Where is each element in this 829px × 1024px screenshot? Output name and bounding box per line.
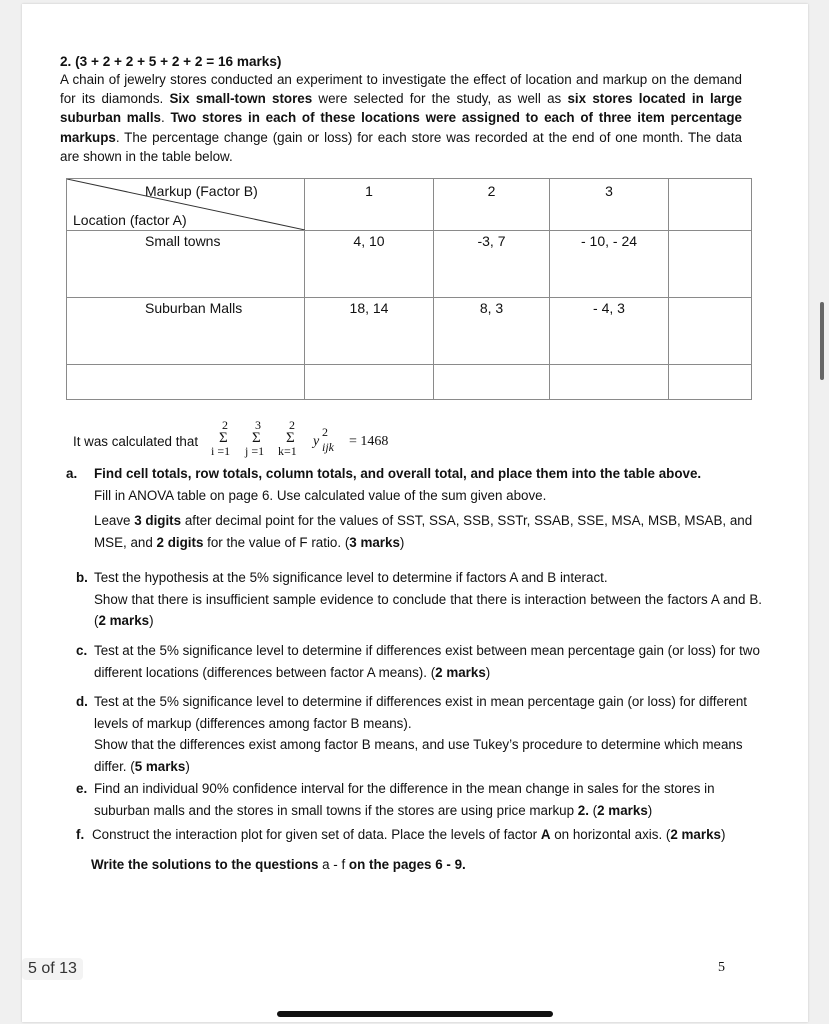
question-e-marks: 2 marks — [597, 802, 648, 818]
question-b-line: Test the hypothesis at the 5% significance level to determine if factors A and B interact. — [94, 570, 608, 585]
question-e-text: ) — [647, 802, 653, 818]
question-c-letter — [76, 640, 87, 662]
lower-limit: k=1 — [278, 444, 297, 458]
column-header: 1 — [305, 179, 434, 231]
problem-heading: 2. (3 + 2 + 2 + 5 + 2 + 2 = 16 marks) — [60, 54, 282, 69]
table-cell — [550, 365, 669, 400]
solutions-note — [91, 854, 771, 876]
problem-intro — [60, 70, 742, 166]
question-d-letter — [76, 691, 88, 713]
table-corner-cell — [67, 179, 305, 231]
intro-text: A chain of jewelry stores conducted an experiment to investigate the effect of location and markup on the demand for its diamonds. — [60, 72, 742, 107]
question-letter: c. — [76, 643, 88, 658]
column-header: 3 — [550, 179, 669, 231]
lower-limit: j =1 — [245, 444, 265, 458]
question-b-letter — [76, 567, 88, 589]
location-factor-label: Location (factor A) — [73, 212, 187, 228]
variable-y: y — [313, 434, 320, 449]
table-cell: -3, 7 — [434, 231, 550, 298]
question-a-title: Find cell totals, row totals, column totals, and overall total, and place them into the table above. — [94, 466, 702, 481]
question-a — [94, 463, 774, 553]
note-text: a - f — [318, 857, 349, 872]
home-indicator[interactable] — [277, 1011, 553, 1017]
question-a-text: ) — [399, 534, 405, 550]
question-d-text: ) — [185, 758, 190, 774]
sum-formula — [73, 418, 473, 462]
upper-limit: 2 — [289, 418, 295, 432]
intro-text: were selected for the study, as well as — [312, 91, 568, 107]
question-a-line: Fill in ANOVA table on page 6. Use calculated value of the sum given above. — [94, 487, 547, 503]
question-f-text: Construct the interaction plot for given set of data. Place the levels of factor — [92, 827, 541, 842]
table-cell: 4, 10 — [305, 231, 434, 298]
question-e — [94, 778, 764, 821]
exponent: 2 — [322, 425, 328, 439]
question-c — [94, 640, 762, 683]
intro-text: . — [161, 110, 171, 126]
upper-limit: 2 — [222, 418, 228, 432]
column-header: 2 — [434, 179, 550, 231]
question-a-text: for the value of F ratio. ( — [203, 534, 350, 550]
scrollbar[interactable] — [820, 302, 824, 380]
calc-label: It was calculated that — [73, 434, 199, 449]
question-e-letter — [76, 778, 87, 800]
question-d — [94, 691, 764, 777]
document-page — [22, 4, 808, 1022]
question-a-bold: 3 digits — [134, 513, 182, 528]
question-b-text: ) — [149, 613, 154, 628]
question-c-marks: 2 marks — [435, 664, 486, 680]
question-a-bold: 2 digits — [156, 534, 204, 550]
question-f-letter — [76, 824, 84, 846]
intro-text: . The percentage change (gain or loss) for each store was recorded at the end of one month. The data are shown in the table below. — [60, 129, 742, 164]
question-letter: d. — [76, 694, 88, 709]
sigma-symbol: Σ — [252, 430, 261, 446]
question-letter: f. — [76, 827, 85, 842]
lower-limit: i =1 — [211, 444, 231, 458]
note-bold: on the pages 6 - 9. — [348, 857, 466, 872]
question-f-text: on horizontal axis. ( — [550, 827, 671, 842]
question-b — [94, 567, 762, 632]
table-cell: 18, 14 — [305, 298, 434, 365]
data-table — [66, 178, 752, 400]
table-row — [67, 365, 752, 400]
table-cell — [669, 298, 752, 365]
question-d-text: Show that the differences exist among factor B means, and use Tukey’s procedure to determine which means differ. ( — [94, 737, 743, 774]
column-header — [669, 179, 752, 231]
table-row — [67, 298, 752, 365]
row-label: Suburban Malls — [67, 298, 305, 365]
question-a-text: after decimal point for the values of SST, SSA, SSB, SSTr, SSAB, SSE, MSA, MSB, MSAB, and MSE, and — [94, 513, 753, 550]
intro-bold: Two stores in each of these locations were assigned to each of three item percentage markups — [60, 110, 743, 145]
row-label: Small towns — [67, 231, 305, 298]
intro-bold: six stores located in large suburban malls — [60, 91, 742, 126]
subscript: ijk — [322, 440, 334, 454]
question-c-text: ) — [485, 664, 491, 680]
question-d-line: Test at the 5% significance level to determine if differences exist in mean percentage gain (or loss) for different levels of markup (differences among factor B means). — [94, 694, 748, 731]
question-b-text: Show that there is insufficient sample evidence to conclude that there is interaction between the factors A and B. ( — [94, 591, 762, 628]
question-letter: b. — [76, 570, 88, 585]
question-a-text: Leave — [94, 513, 135, 528]
question-e-text: ( — [588, 802, 598, 818]
sum-result: = 1468 — [349, 434, 389, 449]
question-letter: a. — [66, 466, 78, 481]
table-cell — [305, 365, 434, 400]
sigma-symbol: Σ — [286, 430, 295, 446]
markup-factor-label: Markup (Factor B) — [145, 183, 258, 199]
row-label — [67, 365, 305, 400]
note-bold: Write the solutions to the questions — [91, 857, 319, 872]
question-f — [92, 824, 782, 846]
page-indicator: 5 of 13 — [22, 958, 83, 980]
question-f-text: ) — [721, 827, 726, 842]
intro-bold: Six small-town stores — [169, 91, 313, 107]
table-cell — [669, 365, 752, 400]
table-cell — [434, 365, 550, 400]
question-f-marks: 2 marks — [670, 827, 721, 842]
table-row — [67, 231, 752, 298]
question-d-marks: 5 marks — [134, 758, 186, 774]
question-c-text: Test at the 5% significance level to determine if differences exist between mean percentage gain (or loss) for two different locations (differences between factor A means). ( — [94, 643, 760, 680]
table-cell — [669, 231, 752, 298]
table-cell: 8, 3 — [434, 298, 550, 365]
question-e-text: Find an individual 90% confidence interval for the difference in the mean change in sales for the stores in suburban malls and the stores in small towns if the stores are using price markup — [94, 781, 715, 818]
table-cell: - 10, - 24 — [550, 231, 669, 298]
question-letter: e. — [76, 781, 88, 796]
sigma-symbol: Σ — [219, 430, 228, 446]
question-f-bold: A — [540, 827, 551, 842]
upper-limit: 3 — [255, 418, 261, 432]
question-b-marks: 2 marks — [98, 613, 150, 628]
question-a-letter — [66, 463, 77, 485]
table-cell: - 4, 3 — [550, 298, 669, 365]
question-a-marks: 3 marks — [349, 534, 400, 550]
page-number: 5 — [718, 960, 725, 975]
question-e-bold: 2. — [577, 802, 589, 818]
